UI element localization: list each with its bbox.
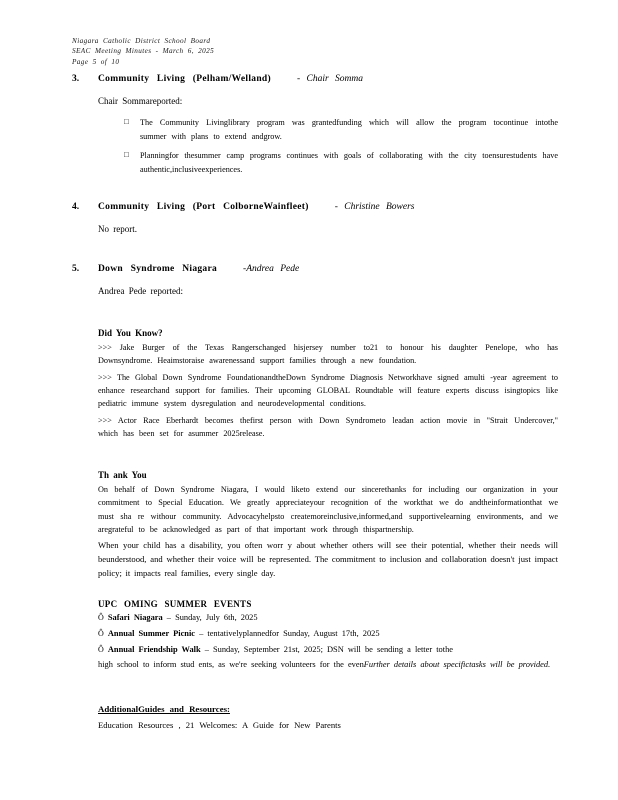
list-item: [124, 116, 558, 143]
event-line-1: [98, 611, 558, 625]
event-detail-3: – Sunday, September 21st, 2025; DSN will be sending a letter tothe: [200, 644, 453, 654]
document-header: [72, 36, 558, 67]
event-line-3: [98, 643, 558, 657]
agenda-item-4-presenter: - Christine Bowers: [334, 202, 415, 213]
resources-heading: AdditionalGuides and Resources:: [98, 703, 230, 714]
agenda-item-5: [72, 264, 558, 296]
event-continuation-italic: Further details about specifictasks will be provided.: [363, 660, 551, 670]
event-line-3-continuation: [98, 658, 558, 671]
event-title-2: Annual Summer Picnic: [107, 628, 196, 638]
agenda-item-5-heading: [72, 264, 558, 274]
agenda-item-5-presenter: -Andrea Pede: [243, 264, 300, 275]
agenda-item-3-bullets: [124, 116, 558, 176]
resources-section: [72, 688, 558, 730]
did-you-know-paragraph-2: >>> The Global Down Syndrome FoundationandtheDown Syndrome Diagnosis Networkhave signed amulti -year agreement to enhance researchand support for families. Their upcoming GLOBAL Roundtable will feature experts discuss isingtopics like pediatric immune system dysregulation and neurodevelopmental conditions.: [98, 372, 558, 409]
resources-line: Education Resources , 21 Welcomes: A Guide for New Parents: [98, 719, 341, 730]
bullet-text: Planningfor thesummer camp programs continues with goals of collaborating with the city toensurestudents have authentic,inclusiveexperiences.: [140, 151, 558, 174]
event-line-2: [98, 627, 558, 641]
document-body: [72, 74, 558, 730]
thank-you-paragraph-1: On behalf of Down Syndrome Niagara, I would liketo extend our sincerethanks for including our organization in your commitment to Special Education. We greatly appreciateyour recognition of the workthat we do andtheinformationthat we must sha re withour community. Advocacyhelpsto createmoreinclusive,informed,and supportivelearning environments, and we aregrateful to be acknowledged as part of that important work through thispartnership.: [98, 485, 558, 534]
agenda-item-3-intro: Chair Sommareported:: [98, 96, 183, 106]
bullet-icon: □: [124, 117, 129, 126]
spacer: [72, 236, 558, 256]
spacer: [72, 440, 558, 454]
event-marker-icon: Ô: [98, 644, 104, 654]
list-item: [124, 149, 558, 176]
agenda-item-5-title: Down Syndrome Niagara: [98, 264, 218, 275]
agenda-item-3-title: Community Living (Pelham/Welland): [98, 74, 271, 84]
agenda-item-4-intro: No report.: [98, 224, 137, 235]
event-title-1: Safari Niagara: [107, 612, 163, 622]
upcoming-events-heading: UPC OMING SUMMER EVENTS: [98, 598, 252, 609]
header-line-meeting: SEAC Meeting Minutes - March 6, 2025: [72, 47, 215, 56]
agenda-item-3: [72, 74, 558, 176]
thank-you-paragraph-2: When your child has a disability, you often worr y about whether others will see their potential, whether their needs will beunderstood, and whether their voice will be represented. The commitment to inclusion and collaboration doesn't just impact policy; it impacts real families, every single day.: [98, 540, 558, 579]
agenda-item-4-title: Community Living (Port ColborneWainfleet): [98, 202, 309, 213]
agenda-item-3-number: 3.: [72, 74, 80, 84]
agenda-item-4-number: 4.: [72, 202, 80, 213]
event-marker-icon: Ô: [98, 612, 104, 622]
agenda-item-5-intro: Andrea Pede reported:: [98, 286, 183, 297]
event-title-3: Annual Friendship Walk: [107, 644, 201, 654]
agenda-item-3-presenter: - Chair Somma: [296, 74, 364, 84]
spacer: [72, 182, 558, 202]
did-you-know-heading: Did You Know?: [98, 328, 163, 339]
agenda-item-4: [72, 202, 558, 234]
event-continuation-text: high school to inform stud ents, as we're seeking volunteers for the even: [98, 660, 364, 670]
header-line-board: Niagara Catholic District School Board: [72, 37, 211, 45]
event-marker-icon: Ô: [98, 628, 104, 638]
thank-you-heading: Th ank You: [98, 470, 147, 481]
agenda-item-5-number: 5.: [72, 264, 80, 275]
agenda-item-4-heading: [72, 202, 558, 212]
spacer: [72, 256, 558, 264]
event-detail-2: – tentativelyplannedfor Sunday, August 17th, 2025: [195, 628, 380, 638]
spacer: [72, 298, 558, 312]
did-you-know-paragraph-1: >>> Jake Burger of the Texas Rangerschanged hisjersey number to21 to honour his daughter Penelope, who has Downsyndrome. Heaimstoraise awarenessand support families through a new foundation.: [98, 343, 558, 366]
bullet-text: The Community Livinglibrary program was grantedfunding which will allow the program tocontinue intothe summer with plans to extend andgrow.: [140, 118, 558, 141]
event-detail-1: – Sunday, July 6th, 2025: [162, 612, 258, 622]
agenda-item-3-heading: [72, 74, 558, 84]
bullet-icon: □: [124, 150, 129, 160]
did-you-know-paragraph-3: >>> Actor Race Eberhardt becomes thefirst person with Down Syndrometo leadan action movie in "Strait Undercover," which has been set for asummer 2025release.: [98, 415, 558, 438]
header-line-page: Page 5 of 10: [72, 57, 120, 66]
